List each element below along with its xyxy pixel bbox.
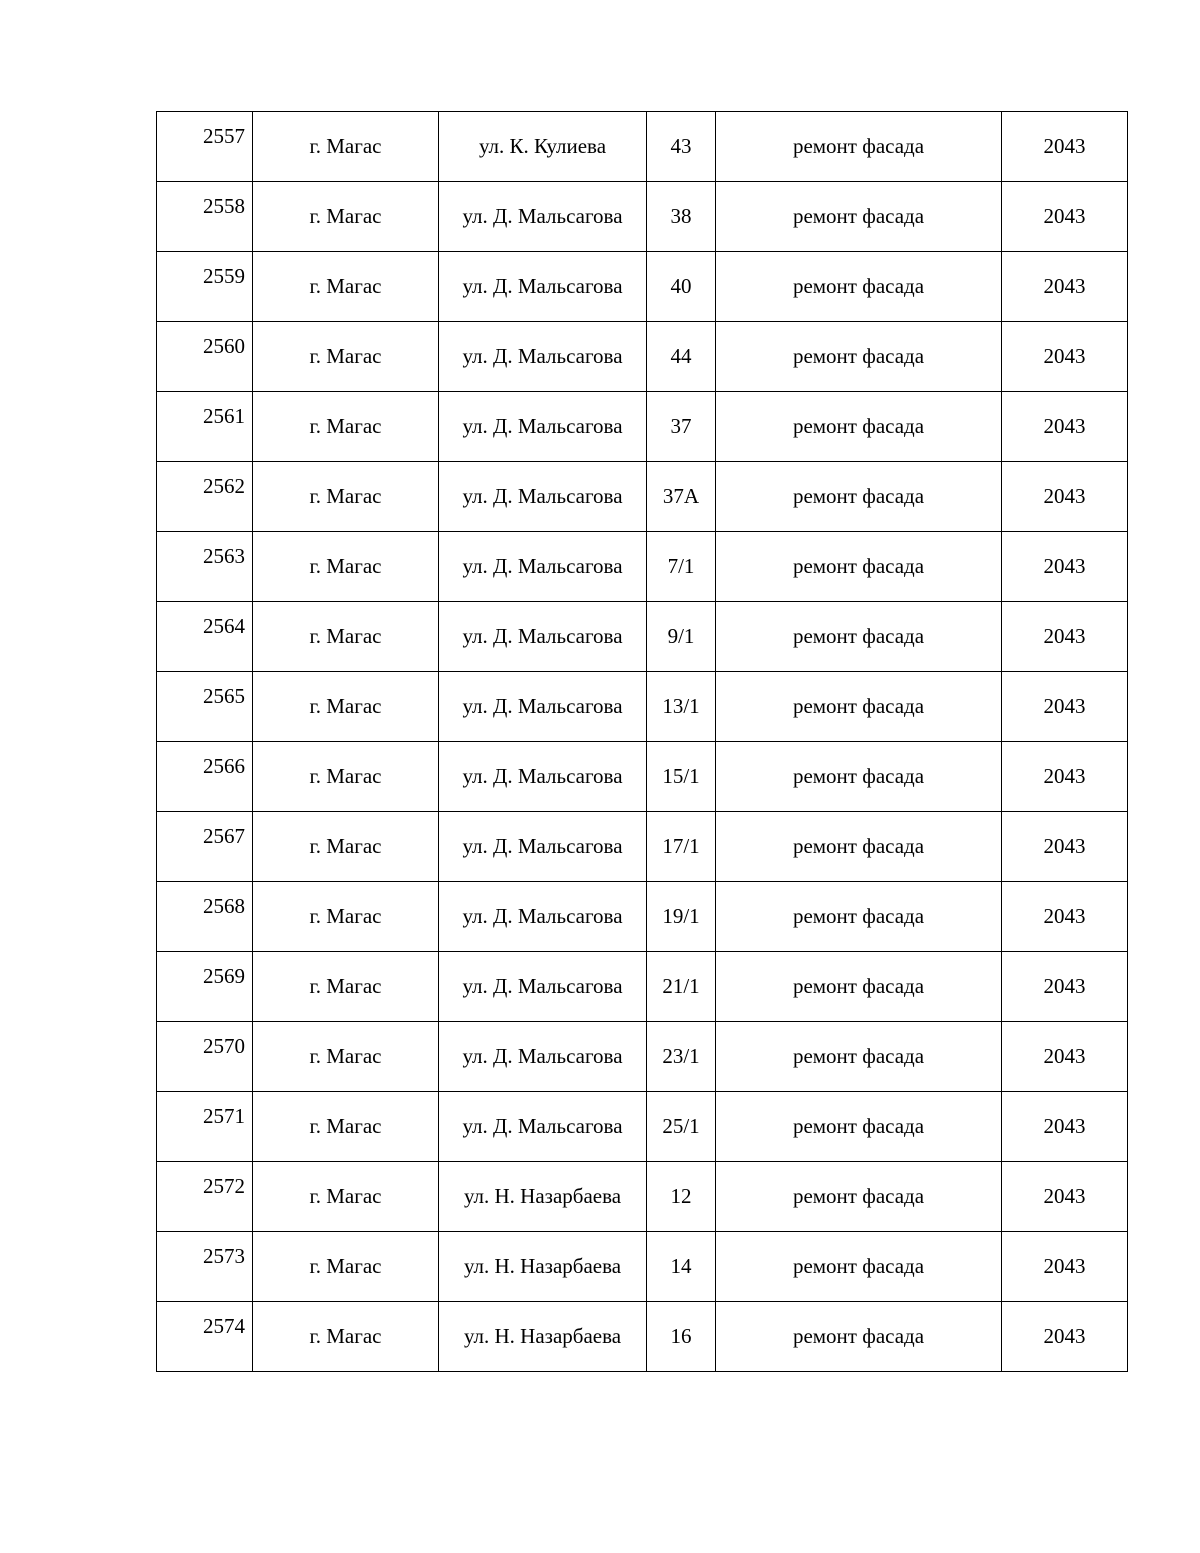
house-number-cell: 23/1 [647,1022,716,1092]
table-row [157,462,1128,532]
table-row [157,742,1128,812]
year-cell: 2043 [1002,1232,1128,1302]
street-cell: ул. Д. Мальсагова [439,182,647,252]
street-cell: ул. Д. Мальсагова [439,392,647,462]
year-cell: 2043 [1002,112,1128,182]
street-cell: ул. Д. Мальсагова [439,672,647,742]
city-cell: г. Магас [253,1022,439,1092]
row-number-cell: 2573 [157,1232,253,1302]
year-cell: 2043 [1002,812,1128,882]
street-cell: ул. Д. Мальсагова [439,602,647,672]
house-number-cell: 19/1 [647,882,716,952]
work-type-cell: ремонт фасада [716,952,1002,1022]
year-cell: 2043 [1002,602,1128,672]
row-number-cell: 2572 [157,1162,253,1232]
work-type-cell: ремонт фасада [716,1092,1002,1162]
table-row [157,882,1128,952]
house-number-cell: 15/1 [647,742,716,812]
table-row [157,672,1128,742]
row-number-cell: 2571 [157,1092,253,1162]
year-cell: 2043 [1002,1022,1128,1092]
year-cell: 2043 [1002,392,1128,462]
table-row [157,1162,1128,1232]
year-cell: 2043 [1002,952,1128,1022]
work-type-cell: ремонт фасада [716,252,1002,322]
house-number-cell: 38 [647,182,716,252]
city-cell: г. Магас [253,182,439,252]
city-cell: г. Магас [253,322,439,392]
work-type-cell: ремонт фасада [716,1162,1002,1232]
row-number-cell: 2570 [157,1022,253,1092]
house-number-cell: 40 [647,252,716,322]
year-cell: 2043 [1002,322,1128,392]
work-type-cell: ремонт фасада [716,672,1002,742]
house-number-cell: 9/1 [647,602,716,672]
house-number-cell: 37 [647,392,716,462]
work-type-cell: ремонт фасада [716,112,1002,182]
table-row [157,1232,1128,1302]
table-row [157,182,1128,252]
year-cell: 2043 [1002,1302,1128,1372]
table-row [157,252,1128,322]
city-cell: г. Магас [253,1232,439,1302]
table-row [157,1092,1128,1162]
city-cell: г. Магас [253,742,439,812]
table-row [157,1022,1128,1092]
street-cell: ул. Д. Мальсагова [439,252,647,322]
work-type-cell: ремонт фасада [716,532,1002,602]
city-cell: г. Магас [253,252,439,322]
street-cell: ул. Д. Мальсагова [439,1022,647,1092]
row-number-cell: 2557 [157,112,253,182]
row-number-cell: 2569 [157,952,253,1022]
row-number-cell: 2558 [157,182,253,252]
city-cell: г. Магас [253,1162,439,1232]
city-cell: г. Магас [253,1302,439,1372]
street-cell: ул. Д. Мальсагова [439,742,647,812]
street-cell: ул. Д. Мальсагова [439,322,647,392]
city-cell: г. Магас [253,882,439,952]
work-type-cell: ремонт фасада [716,1022,1002,1092]
street-cell: ул. Н. Назарбаева [439,1302,647,1372]
city-cell: г. Магас [253,532,439,602]
row-number-cell: 2560 [157,322,253,392]
street-cell: ул. Д. Мальсагова [439,952,647,1022]
table-row [157,322,1128,392]
city-cell: г. Магас [253,602,439,672]
city-cell: г. Магас [253,112,439,182]
street-cell: ул. Д. Мальсагова [439,882,647,952]
street-cell: ул. К. Кулиева [439,112,647,182]
city-cell: г. Магас [253,462,439,532]
row-number-cell: 2574 [157,1302,253,1372]
house-number-cell: 7/1 [647,532,716,602]
year-cell: 2043 [1002,742,1128,812]
row-number-cell: 2566 [157,742,253,812]
row-number-cell: 2564 [157,602,253,672]
table-body [157,112,1128,1372]
city-cell: г. Магас [253,672,439,742]
row-number-cell: 2563 [157,532,253,602]
street-cell: ул. Н. Назарбаева [439,1162,647,1232]
row-number-cell: 2559 [157,252,253,322]
repair-schedule-table [156,111,1128,1372]
city-cell: г. Магас [253,952,439,1022]
street-cell: ул. Д. Мальсагова [439,1092,647,1162]
table-row [157,532,1128,602]
house-number-cell: 25/1 [647,1092,716,1162]
table-row [157,112,1128,182]
row-number-cell: 2565 [157,672,253,742]
house-number-cell: 37А [647,462,716,532]
house-number-cell: 21/1 [647,952,716,1022]
work-type-cell: ремонт фасада [716,812,1002,882]
street-cell: ул. Д. Мальсагова [439,812,647,882]
table-row [157,1302,1128,1372]
work-type-cell: ремонт фасада [716,882,1002,952]
city-cell: г. Магас [253,812,439,882]
year-cell: 2043 [1002,672,1128,742]
city-cell: г. Магас [253,392,439,462]
row-number-cell: 2562 [157,462,253,532]
row-number-cell: 2561 [157,392,253,462]
house-number-cell: 43 [647,112,716,182]
year-cell: 2043 [1002,462,1128,532]
street-cell: ул. Д. Мальсагова [439,462,647,532]
work-type-cell: ремонт фасада [716,602,1002,672]
table-row [157,812,1128,882]
year-cell: 2043 [1002,252,1128,322]
year-cell: 2043 [1002,532,1128,602]
house-number-cell: 17/1 [647,812,716,882]
house-number-cell: 12 [647,1162,716,1232]
work-type-cell: ремонт фасада [716,392,1002,462]
house-number-cell: 14 [647,1232,716,1302]
row-number-cell: 2568 [157,882,253,952]
house-number-cell: 44 [647,322,716,392]
year-cell: 2043 [1002,882,1128,952]
street-cell: ул. Д. Мальсагова [439,532,647,602]
year-cell: 2043 [1002,1092,1128,1162]
year-cell: 2043 [1002,182,1128,252]
row-number-cell: 2567 [157,812,253,882]
street-cell: ул. Н. Назарбаева [439,1232,647,1302]
work-type-cell: ремонт фасада [716,322,1002,392]
city-cell: г. Магас [253,1092,439,1162]
year-cell: 2043 [1002,1162,1128,1232]
work-type-cell: ремонт фасада [716,742,1002,812]
table-row [157,602,1128,672]
work-type-cell: ремонт фасада [716,1232,1002,1302]
work-type-cell: ремонт фасада [716,462,1002,532]
work-type-cell: ремонт фасада [716,182,1002,252]
work-type-cell: ремонт фасада [716,1302,1002,1372]
table-row [157,392,1128,462]
table-row [157,952,1128,1022]
house-number-cell: 16 [647,1302,716,1372]
house-number-cell: 13/1 [647,672,716,742]
